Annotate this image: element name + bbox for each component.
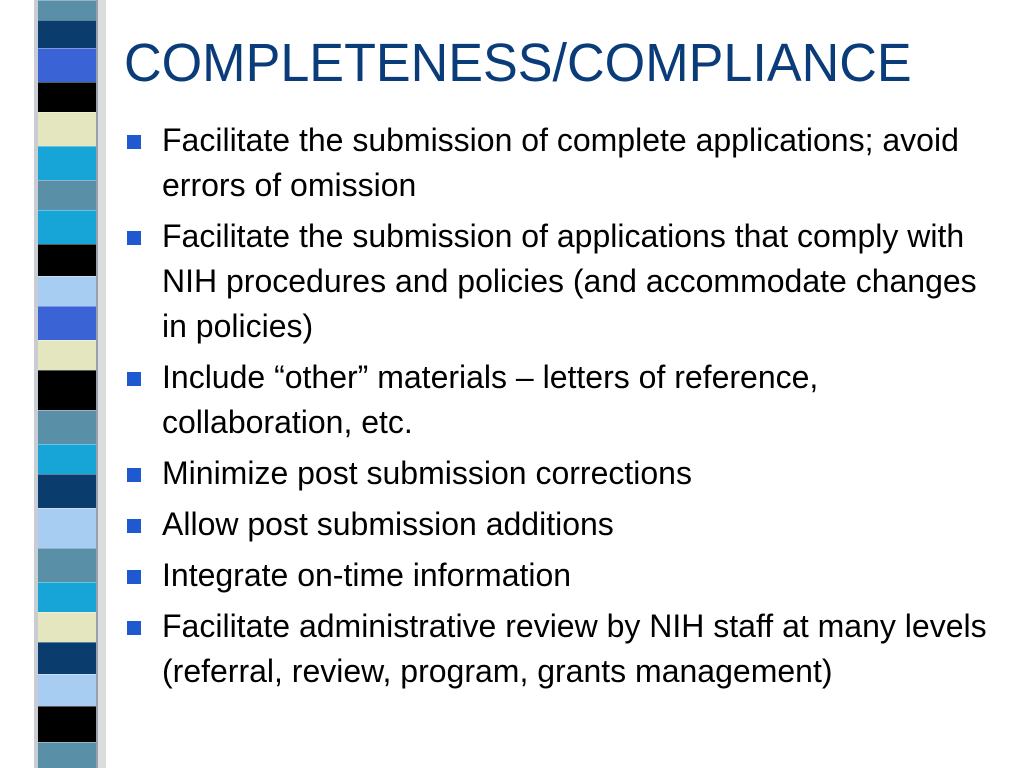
stripe-band-graphic xyxy=(0,0,118,768)
bullet-item xyxy=(122,355,1002,445)
bullet-text: Facilitate administrative review by NIH staff at many levels (referral, review, program, grants management) xyxy=(162,608,987,689)
stripe-separator xyxy=(38,112,96,113)
stripe-separator xyxy=(38,306,96,307)
stripe-segment xyxy=(38,276,96,306)
stripe-segment xyxy=(38,48,96,82)
slide-title: COMPLETENESS/COMPLIANCE xyxy=(124,33,912,93)
stripe-segment xyxy=(38,508,96,548)
stripe-segment xyxy=(38,146,96,180)
stripe-separator xyxy=(38,444,96,445)
square-bullet-icon xyxy=(127,372,141,386)
stripe-separator xyxy=(38,548,96,549)
stripe-separator xyxy=(38,642,96,643)
square-bullet-icon xyxy=(127,231,141,245)
stripe-separator xyxy=(38,340,96,341)
bullet-text: Integrate on-time information xyxy=(162,557,572,593)
bullet-item xyxy=(122,502,1002,547)
stripe-separator xyxy=(38,82,96,83)
stripe-segment xyxy=(38,582,96,612)
stripe-shadow xyxy=(34,0,38,768)
stripe-segment xyxy=(38,706,96,742)
stripe-separator xyxy=(38,48,96,49)
stripe-separator xyxy=(38,474,96,475)
stripe-segment xyxy=(38,612,96,642)
stripe-column xyxy=(34,0,96,768)
stripe-separator xyxy=(38,508,96,509)
stripe-segment xyxy=(38,340,96,370)
square-bullet-icon xyxy=(127,468,141,482)
square-bullet-icon xyxy=(127,519,141,533)
stripe-segment xyxy=(38,180,96,210)
stripe-segment xyxy=(38,20,96,48)
stripe-separator xyxy=(38,370,96,371)
bullet-text: Minimize post submission corrections xyxy=(162,455,692,491)
stripe-segment xyxy=(38,370,96,410)
bullet-item xyxy=(122,118,1002,208)
stripe-separator xyxy=(38,210,96,211)
stripe-separator xyxy=(38,612,96,613)
stripe-separator xyxy=(38,276,96,277)
stripe-separator xyxy=(38,582,96,583)
stripe-separator xyxy=(38,146,96,147)
stripe-segment xyxy=(38,306,96,340)
stripe-segment xyxy=(38,742,96,768)
stripe-separator xyxy=(38,180,96,181)
bullet-item xyxy=(122,214,1002,349)
decorative-stripe-band xyxy=(0,0,118,768)
stripe-separator xyxy=(38,410,96,411)
square-bullet-icon xyxy=(127,621,141,635)
stripe-segment xyxy=(38,444,96,474)
stripe-segment xyxy=(38,410,96,444)
square-bullet-icon xyxy=(127,570,141,584)
bullet-item xyxy=(122,451,1002,496)
bullet-list xyxy=(122,118,1002,700)
stripe-separator xyxy=(38,244,96,245)
bullet-text: Include “other” materials – letters of reference, collaboration, etc. xyxy=(162,359,819,440)
bullet-text: Allow post submission additions xyxy=(162,506,614,542)
bullet-text: Facilitate the submission of complete applications; avoid errors of omission xyxy=(162,122,959,203)
stripe-segment xyxy=(38,244,96,276)
stripe-segment xyxy=(38,548,96,582)
square-bullet-icon xyxy=(127,135,141,149)
bullet-item xyxy=(122,604,1002,694)
stripe-separator xyxy=(38,0,96,1)
stripe-segment xyxy=(38,210,96,244)
stripe-separator xyxy=(38,674,96,675)
bullet-item xyxy=(122,553,1002,598)
stripe-separator xyxy=(38,20,96,21)
stripe-segment xyxy=(38,674,96,706)
bullet-text: Facilitate the submission of applications that comply with NIH procedures and policies (and accommodate changes in policies) xyxy=(162,218,977,344)
stripe-separator xyxy=(38,706,96,707)
stripe-segment xyxy=(38,82,96,112)
stripe-segment xyxy=(38,112,96,146)
stripe-separator xyxy=(38,742,96,743)
stripe-segment xyxy=(38,0,96,20)
stripe-segment xyxy=(38,474,96,508)
stripe-segment xyxy=(38,642,96,674)
